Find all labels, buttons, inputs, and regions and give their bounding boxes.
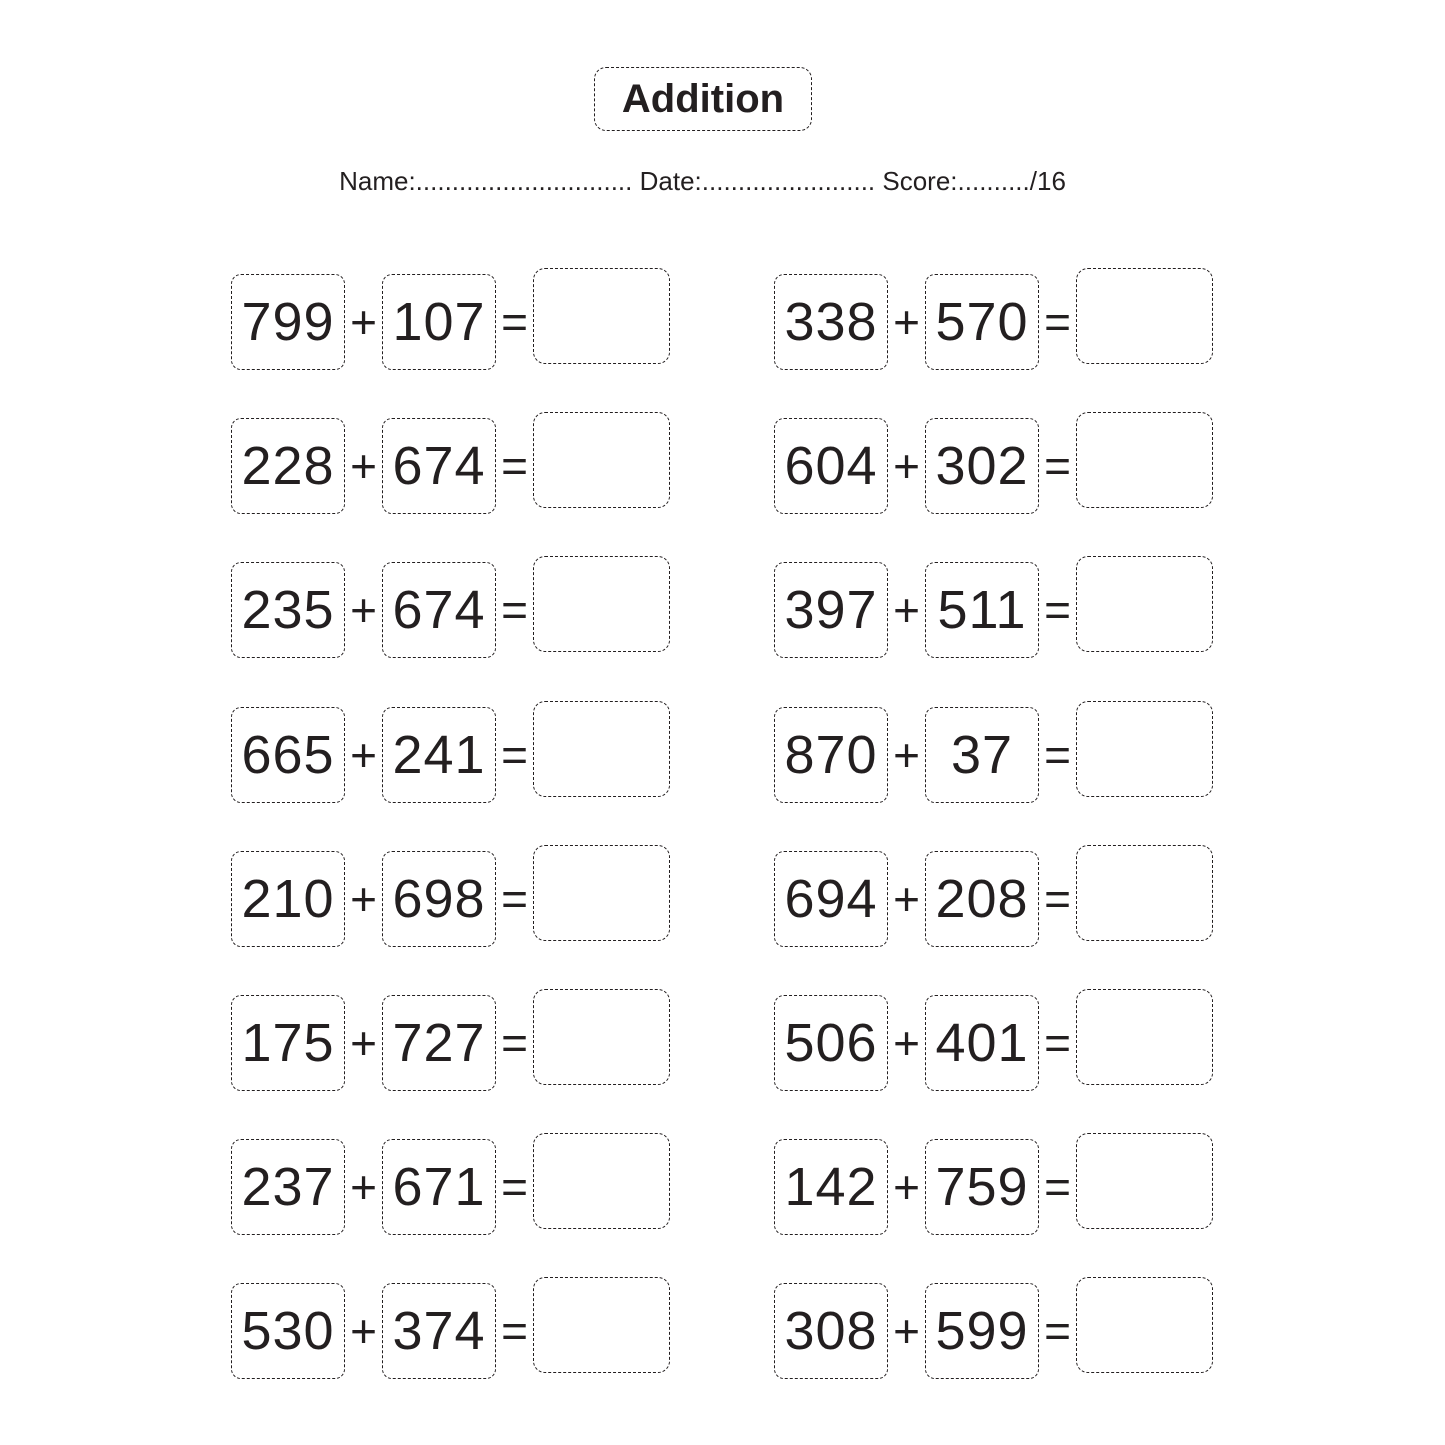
answer-box[interactable]	[1076, 268, 1213, 364]
first-addend: 175	[231, 995, 345, 1091]
second-addend: 374	[382, 1283, 496, 1379]
answer-box[interactable]	[533, 701, 670, 797]
problem-row	[774, 701, 1214, 799]
answer-box[interactable]	[533, 989, 670, 1085]
worksheet-title: Addition	[594, 67, 812, 131]
second-addend: 674	[382, 562, 496, 658]
equals-sign: =	[1044, 296, 1071, 348]
equals-sign: =	[501, 1016, 528, 1069]
answer-box[interactable]	[533, 1133, 670, 1229]
equals-sign: =	[1044, 440, 1071, 493]
problem-row	[231, 1277, 671, 1375]
second-addend: 570	[925, 274, 1039, 370]
plus-sign: +	[893, 1016, 920, 1069]
plus-sign: +	[350, 440, 377, 493]
equals-sign: =	[501, 872, 528, 925]
problem-row	[231, 1133, 671, 1231]
answer-box[interactable]	[533, 1277, 670, 1373]
equals-sign: =	[1044, 728, 1071, 781]
problem-row	[774, 1277, 1214, 1375]
second-addend: 511	[925, 562, 1039, 658]
second-addend: 107	[382, 274, 496, 370]
first-addend: 235	[231, 562, 345, 658]
first-addend: 228	[231, 418, 345, 514]
left-problem-column	[231, 268, 671, 1422]
second-addend: 302	[925, 418, 1039, 514]
problem-row	[231, 845, 671, 943]
second-addend: 671	[382, 1139, 496, 1235]
date-field[interactable]: Date:........................	[639, 166, 876, 196]
second-addend: 208	[925, 851, 1039, 947]
problem-row	[774, 1133, 1214, 1231]
equals-sign: =	[1044, 584, 1071, 637]
answer-box[interactable]	[1076, 845, 1213, 941]
problem-row	[774, 268, 1214, 366]
plus-sign: +	[350, 728, 377, 781]
first-addend: 694	[774, 851, 888, 947]
first-addend: 210	[231, 851, 345, 947]
first-addend: 237	[231, 1139, 345, 1235]
answer-box[interactable]	[1076, 1277, 1213, 1373]
equals-sign: =	[501, 440, 528, 493]
equals-sign: =	[501, 296, 528, 348]
plus-sign: +	[893, 296, 920, 348]
plus-sign: +	[893, 728, 920, 781]
second-addend: 37	[925, 707, 1039, 803]
first-addend: 308	[774, 1283, 888, 1379]
equals-sign: =	[1044, 1161, 1071, 1214]
problem-row	[231, 412, 671, 510]
right-problem-column	[774, 268, 1214, 1422]
answer-box[interactable]	[533, 556, 670, 652]
second-addend: 674	[382, 418, 496, 514]
score-field: Score:........../16	[882, 166, 1066, 196]
first-addend: 604	[774, 418, 888, 514]
second-addend: 599	[925, 1283, 1039, 1379]
first-addend: 799	[231, 274, 345, 370]
plus-sign: +	[893, 584, 920, 637]
problem-row	[774, 412, 1214, 510]
plus-sign: +	[350, 1161, 377, 1214]
first-addend: 338	[774, 274, 888, 370]
plus-sign: +	[350, 1016, 377, 1069]
equals-sign: =	[501, 1161, 528, 1214]
second-addend: 241	[382, 707, 496, 803]
equals-sign: =	[1044, 1305, 1071, 1358]
answer-box[interactable]	[1076, 556, 1213, 652]
answer-box[interactable]	[1076, 989, 1213, 1085]
problem-row	[774, 989, 1214, 1087]
first-addend: 142	[774, 1139, 888, 1235]
answer-box[interactable]	[1076, 1133, 1213, 1229]
second-addend: 727	[382, 995, 496, 1091]
plus-sign: +	[893, 440, 920, 493]
answer-box[interactable]	[533, 845, 670, 941]
plus-sign: +	[350, 872, 377, 925]
answer-box[interactable]	[533, 412, 670, 508]
problem-row	[231, 701, 671, 799]
problem-row	[774, 845, 1214, 943]
equals-sign: =	[1044, 1016, 1071, 1069]
problem-row	[231, 989, 671, 1087]
plus-sign: +	[893, 1161, 920, 1214]
first-addend: 665	[231, 707, 345, 803]
student-info-line	[0, 166, 1405, 197]
problem-row	[231, 268, 671, 366]
problem-row	[231, 556, 671, 654]
plus-sign: +	[350, 296, 377, 348]
plus-sign: +	[350, 1305, 377, 1358]
plus-sign: +	[350, 584, 377, 637]
answer-box[interactable]	[1076, 412, 1213, 508]
second-addend: 759	[925, 1139, 1039, 1235]
plus-sign: +	[893, 1305, 920, 1358]
equals-sign: =	[501, 584, 528, 637]
answer-box[interactable]	[1076, 701, 1213, 797]
first-addend: 870	[774, 707, 888, 803]
second-addend: 698	[382, 851, 496, 947]
name-field[interactable]: Name:..............................	[339, 166, 633, 196]
equals-sign: =	[501, 1305, 528, 1358]
equals-sign: =	[1044, 872, 1071, 925]
first-addend: 530	[231, 1283, 345, 1379]
problem-row	[774, 556, 1214, 654]
answer-box[interactable]	[533, 268, 670, 364]
first-addend: 397	[774, 562, 888, 658]
plus-sign: +	[893, 872, 920, 925]
second-addend: 401	[925, 995, 1039, 1091]
equals-sign: =	[501, 728, 528, 781]
first-addend: 506	[774, 995, 888, 1091]
